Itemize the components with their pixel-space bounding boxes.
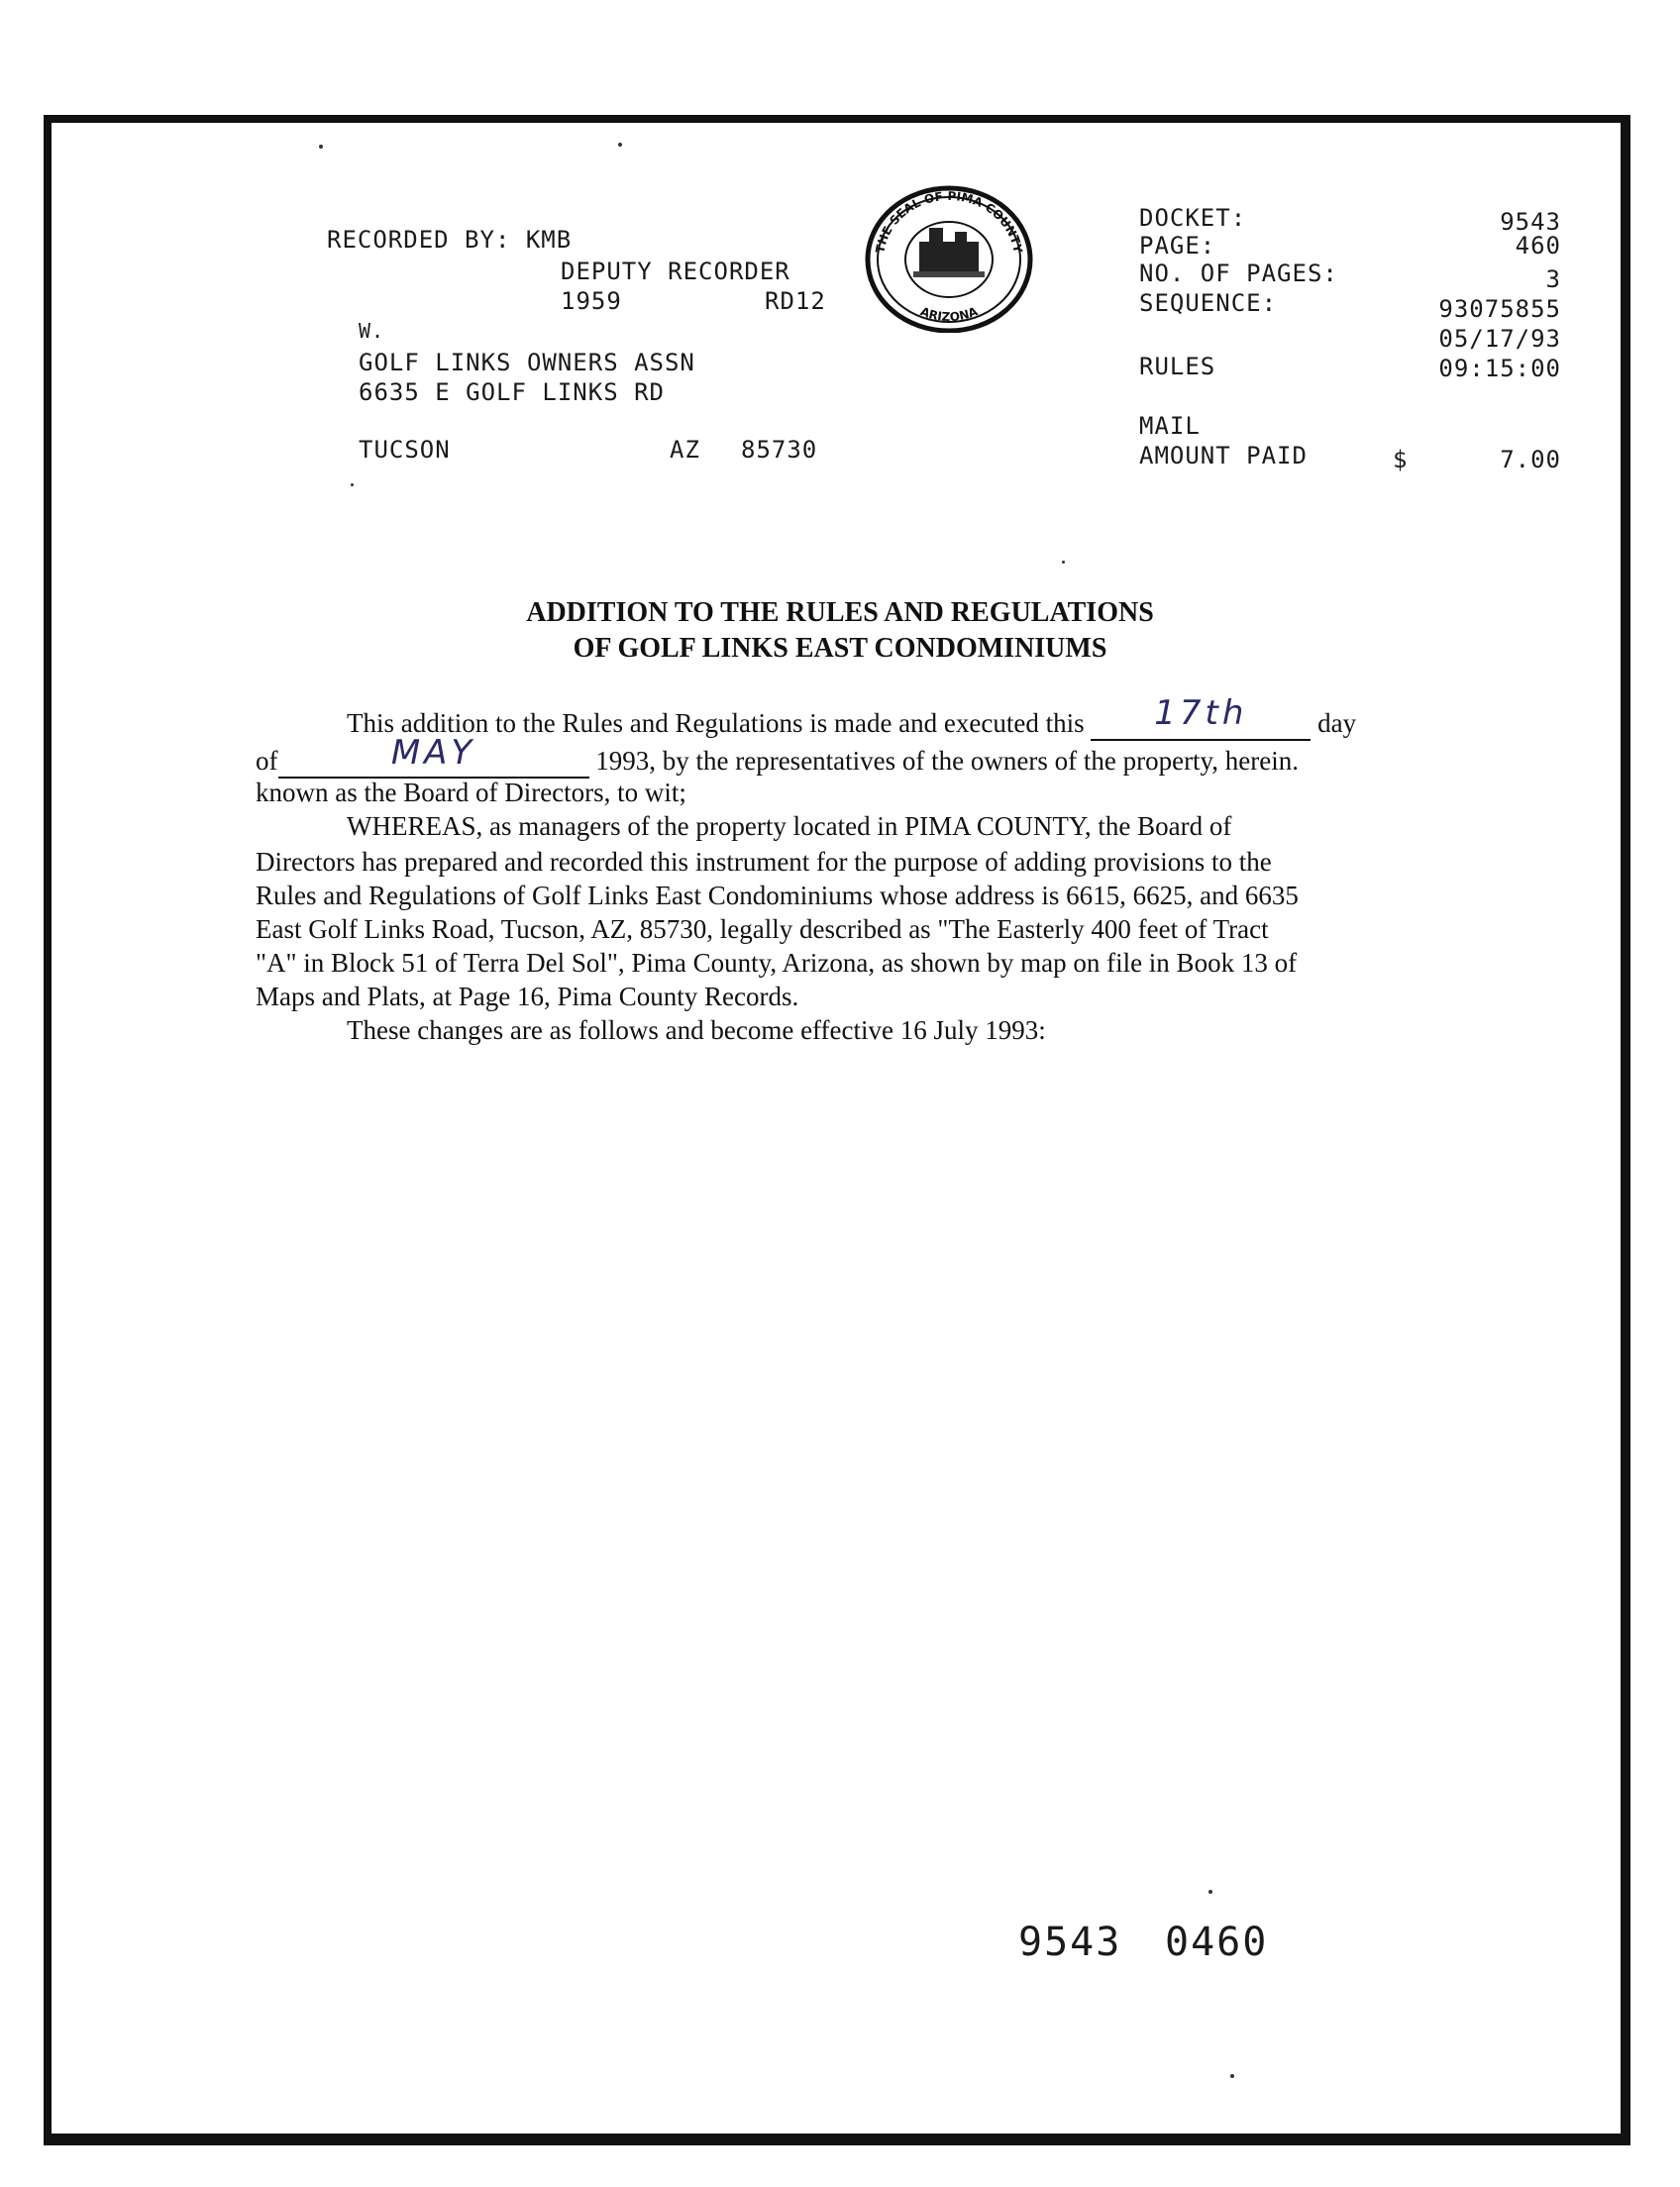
amount-value: 7.00 [1500,446,1561,473]
paragraph-1-line-2 [256,733,1300,779]
paragraph-2-line-6: Maps and Plats, at Page 16, Pima County Records. [256,982,799,1011]
recorded-by-value: KMB [525,226,573,254]
pages-label: NO. OF PAGES: [1139,260,1338,287]
scan-speck [618,143,622,147]
addressee-name: GOLF LINKS OWNERS ASSN [359,349,695,376]
scan-speck [351,483,354,486]
addressee-state: AZ [670,436,700,464]
p1-text-b: day [1317,708,1357,738]
document-page [44,115,1630,2145]
mail-label: MAIL [1139,412,1201,440]
addressee-street: 6635 E GOLF LINKS RD [359,378,665,406]
paragraph-2-line-3: Rules and Regulations of Golf Links East Condominiums whose address is 6615, 6625, and 6635 [256,881,1299,910]
document-title-line-2: OF GOLF LINKS EAST CONDOMINIUMS [573,633,1107,664]
pages-value: 3 [1545,265,1561,293]
recorded-by-label: RECORDED BY: [327,226,511,254]
month-handwritten: MAY [390,733,476,773]
page-value: 460 [1515,232,1561,260]
paragraph-2-line-5: "A" in Block 51 of Terra Del Sol", Pima County, Arizona, as shown by map on file in Book 13 of [256,948,1298,978]
seal-text-bottom: ARIZONA [918,304,980,325]
p1-text-a: This addition to the Rules and Regulations is made and executed this [347,708,1085,738]
footer-docket-number: 9543 [1018,1920,1122,1965]
addressee-city: TUCSON [359,436,451,464]
docket-value: 9543 [1500,208,1561,236]
recorder-title: DEPUTY RECORDER [561,258,790,285]
recorder-initial: W. [359,319,385,343]
addressee-zip: 85730 [741,436,818,464]
docket-label: DOCKET: [1139,204,1247,232]
day-handwritten: 17th [1154,693,1248,733]
footer-page-number: 0460 [1165,1920,1269,1965]
record-time: 09:15:00 [1438,355,1561,382]
scan-speck [1230,2074,1234,2078]
paragraph-3: These changes are as follows and become effective 16 July 1993: [347,1015,1046,1045]
recorder-code: RD12 [765,287,826,315]
seal-text-top: THE SEAL OF PIMA COUNTY [873,188,1025,255]
amount-label: AMOUNT PAID [1139,442,1308,469]
recorder-number: 1959 [561,287,622,315]
document-type: RULES [1139,353,1216,380]
p1-text-c: 1993, by the representatives of the owners of the property, herein. [595,746,1300,776]
sequence-value: 93075855 [1438,295,1561,323]
county-seal-icon [864,184,1034,333]
recorded-by [327,226,572,254]
scan-speck [1062,561,1065,564]
page-label: PAGE: [1139,232,1216,260]
paragraph-2-line-1: WHEREAS, as managers of the property located in PIMA COUNTY, the Board of [347,811,1232,841]
scan-speck [1208,1890,1212,1894]
day-blank [1091,693,1311,741]
svg-text:ARIZONA [918,304,980,324]
p1-text-of: of [256,746,278,776]
paragraph-2-line-2: Directors has prepared and recorded this instrument for the purpose of adding provisions to the [256,847,1272,877]
sequence-label: SEQUENCE: [1139,289,1278,317]
currency-symbol: $ [1393,446,1409,473]
paragraph-1-line-1 [347,693,1357,741]
scan-speck [319,145,323,149]
paragraph-2-line-4: East Golf Links Road, Tucson, AZ, 85730, legally described as "The Easterly 400 feet of Tract [256,914,1269,944]
document-title-line-1: ADDITION TO THE RULES AND REGULATIONS [526,597,1154,628]
record-date: 05/17/93 [1438,325,1561,353]
month-blank [278,733,589,779]
paragraph-1-line-3: known as the Board of Directors, to wit; [256,778,686,807]
